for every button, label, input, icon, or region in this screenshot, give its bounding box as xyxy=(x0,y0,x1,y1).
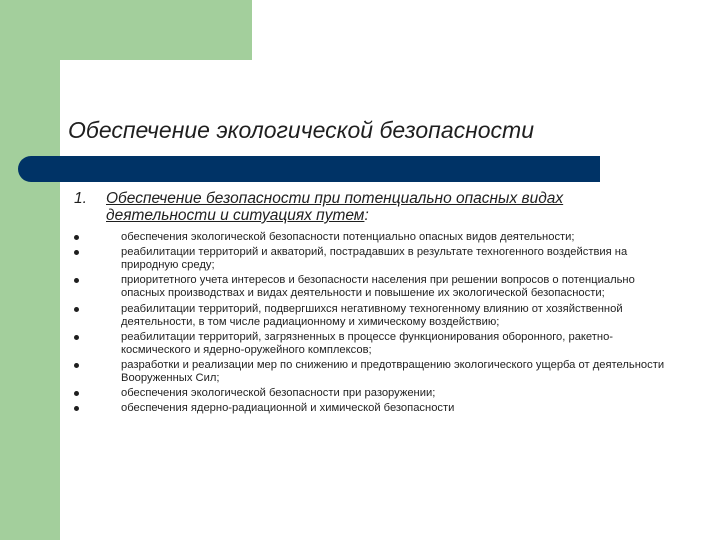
list-item xyxy=(74,274,674,300)
list-item xyxy=(74,331,674,357)
list-item xyxy=(74,359,674,385)
decorative-green-top-block xyxy=(0,0,252,60)
bullet-text: приоритетного учета интересов и безопасности населения при решении вопросов о потенциально опасных производствах и видах деятельности и повышение их экологической безопасности; xyxy=(121,274,635,300)
title-underline-bar xyxy=(18,156,600,182)
bullet-icon xyxy=(74,402,121,415)
list-item xyxy=(74,387,674,400)
bullet-icon xyxy=(74,246,121,259)
heading-text xyxy=(106,190,674,224)
bullet-text: реабилитации территорий, загрязненных в процессе функционирования оборонного, ракетно-космического и ядерно-оружейного комплексов; xyxy=(121,330,614,356)
bullet-icon xyxy=(74,274,121,287)
decorative-green-side-band xyxy=(0,0,60,540)
bullet-text: разработки и реализации мер по снижению и предотвращению экологического ущерба от деятельности Вооруженных Сил; xyxy=(121,358,665,384)
bullet-list xyxy=(74,231,674,415)
list-item xyxy=(74,246,674,272)
list-item xyxy=(74,231,674,244)
slide-content xyxy=(74,190,674,418)
decorative-rounded-corner xyxy=(60,60,100,100)
bullet-text: реабилитации территорий, подвергшихся негативному техногенному влиянию от хозяйственной деятельности, в том числе радиационному и химическому воздействию; xyxy=(121,302,623,328)
bullet-text: реабилитации территорий и акваторий, пострадавших в результате техногенного воздействия на природную среду; xyxy=(121,246,628,272)
list-item xyxy=(74,402,674,415)
bullet-icon xyxy=(74,359,121,372)
numbered-heading xyxy=(74,190,674,224)
bullet-text: обеспечения экологической безопасности при разоружении; xyxy=(121,387,436,400)
bullet-icon xyxy=(74,303,121,316)
slide-title: Обеспечение экологической безопасности xyxy=(68,117,535,143)
bullet-text: обеспечения экологической безопасности потенциально опасных видов деятельности; xyxy=(121,231,575,243)
heading-text-suffix: : xyxy=(364,207,369,224)
bullet-icon xyxy=(74,231,121,244)
heading-text-main: Обеспечение безопасности при потенциально опасных видах деятельности и ситуациях путем xyxy=(106,190,564,224)
heading-number: 1. xyxy=(74,190,87,207)
bullet-icon xyxy=(74,331,121,344)
list-item xyxy=(74,303,674,329)
bullet-text: обеспечения ядерно-радиационной и химической безопасности xyxy=(121,402,455,415)
bullet-icon xyxy=(74,387,121,400)
